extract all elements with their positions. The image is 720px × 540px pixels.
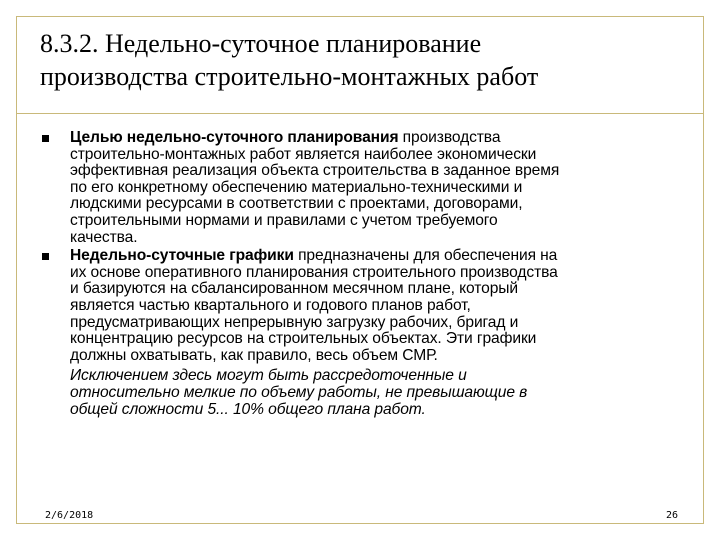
- lead-rest: производства: [398, 129, 501, 146]
- text-line: качества.: [70, 228, 138, 246]
- bold-lead: Недельно-суточные графики: [70, 247, 294, 265]
- text-line: является частью квартального и годового планов работ,: [70, 296, 471, 314]
- italic-note: [70, 368, 680, 418]
- bold-lead: Целью недельно-суточного планирования: [70, 129, 399, 146]
- italic-line: общей сложности 5... 10% общего плана работ.: [70, 400, 426, 418]
- title-line: производства строительно-монтажных работ: [40, 62, 539, 91]
- text-line: должны охватывать, как правило, весь объем СМР.: [70, 346, 438, 364]
- square-bullet-icon: [42, 135, 49, 142]
- text-line: по его конкретному обеспечению материально-техническими и: [70, 178, 523, 196]
- text-line: эффективная реализация объекта строительства в заданное время: [70, 162, 560, 180]
- bullet-item: [40, 130, 680, 246]
- text-line: [70, 248, 680, 265]
- title-line: 8.3.2. Недельно-суточное планирование: [40, 29, 482, 58]
- page-number: 26: [665, 510, 678, 521]
- text-line: концентрацию ресурсов на строительных объектах. Эти графики: [70, 330, 537, 348]
- bullet-item: [40, 248, 680, 418]
- text-line: их основе оперативного планирования строительного производства: [70, 263, 558, 281]
- slide-title: [40, 27, 690, 93]
- text-line: и базируются на сбалансированном месячном плане, который: [70, 280, 519, 298]
- footer-date: 2/6/2018: [45, 510, 94, 521]
- text-line: людскими ресурсами в соответствии с проектами, договорами,: [70, 195, 523, 213]
- text-line: предусматривающих непрерывную загрузку рабочих, бригад и: [70, 313, 519, 331]
- lead-rest: предназначены для обеспечения на: [293, 247, 558, 265]
- italic-line: Исключением здесь могут быть рассредоточенные и: [70, 367, 467, 385]
- square-bullet-icon: [42, 253, 49, 260]
- italic-line: относительно мелкие по объему работы, не превышающие в: [70, 383, 528, 401]
- slide-body: [40, 130, 680, 418]
- text-line: строительно-монтажных работ является наиболее экономически: [70, 145, 537, 163]
- text-line: [70, 130, 680, 147]
- title-divider: [16, 113, 704, 114]
- text-line: строительными нормами и правилами с учетом требуемого: [70, 211, 498, 229]
